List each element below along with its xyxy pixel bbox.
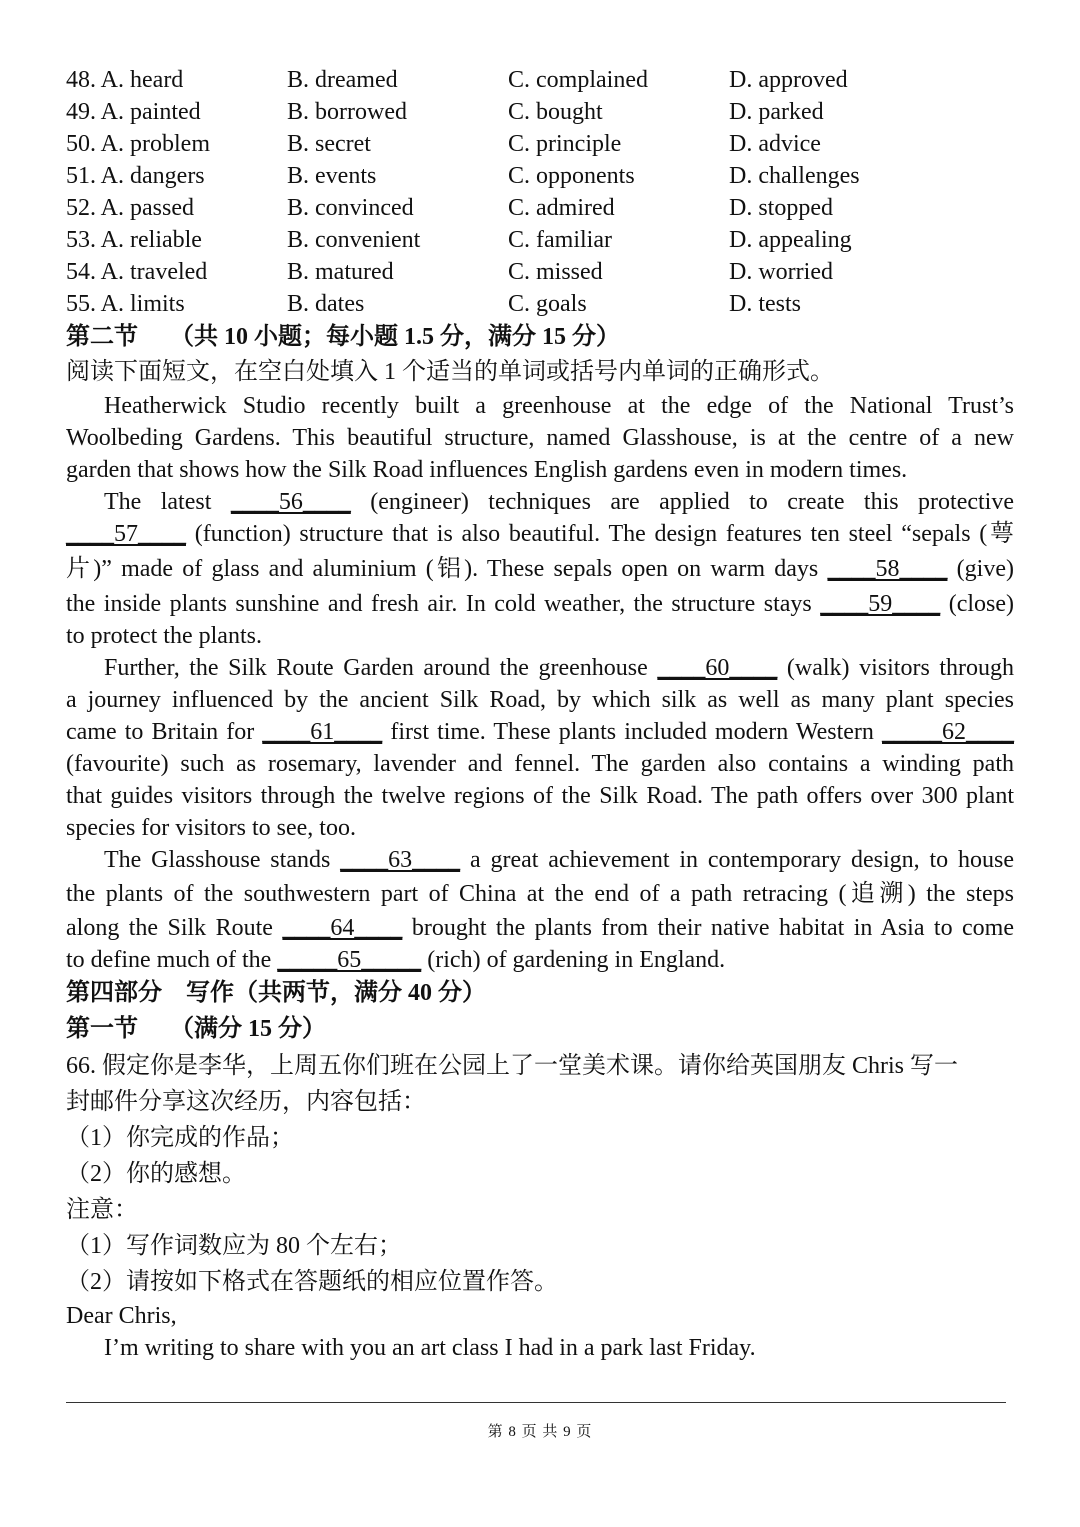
mc-option-d: D. challenges xyxy=(729,163,860,189)
mc-option-c: C. complained xyxy=(508,67,648,93)
mc-option-c: C. opponents xyxy=(508,163,635,189)
mc-question-row xyxy=(66,128,1014,160)
letter-salutation: Dear Chris, xyxy=(66,1303,177,1329)
blank-65[interactable]: _____65_____ xyxy=(277,947,422,973)
section-2-heading xyxy=(66,320,1014,354)
mc-question-row xyxy=(66,256,1014,288)
mc-option-c: C. goals xyxy=(508,291,587,317)
passage-line: the plants of the southwestern part of China at the end of a path retracing (追溯) the steps xyxy=(66,881,1014,907)
exam-page xyxy=(66,64,1014,1364)
blank-61[interactable]: ____61____ xyxy=(262,719,383,745)
mc-option-a: 52. A. passed xyxy=(66,195,194,221)
question-66-line: 封邮件分享这次经历，内容包括： xyxy=(66,1089,426,1115)
mc-option-a: 50. A. problem xyxy=(66,131,210,157)
passage-line: (favourite) such as rosemary, lavender and fennel. The garden also contains a winding path xyxy=(66,751,1014,777)
part-4-heading xyxy=(66,976,1014,1010)
passage-line: that guides visitors through the twelve regions of the Silk Road. The path offers over 300 plant xyxy=(66,783,1014,809)
section-info: （满分 15 分） xyxy=(170,1016,326,1042)
question-66-line: 66. 假定你是李华，上周五你们班在公园上了一堂美术课。请你给英国朋友 Chris 写一 xyxy=(66,1053,959,1079)
mc-option-b: B. convenient xyxy=(287,227,421,253)
letter-opening: I’m writing to share with you an art class I had in a park last Friday. xyxy=(104,1335,756,1361)
passage-line: along the Silk Route ____64____ brought the plants from their native habitat in Asia to come xyxy=(66,915,1015,941)
part-info: 写作（共两节，满分 40 分） xyxy=(186,980,486,1006)
blank-58[interactable]: ____58____ xyxy=(827,556,948,582)
mc-option-b: B. matured xyxy=(287,259,394,285)
passage-line: species for visitors to see, too. xyxy=(66,815,356,841)
passage-line: the inside plants sunshine and fresh air. In cold weather, the structure stays ____59____ (close) xyxy=(66,591,1014,617)
mc-option-c: C. missed xyxy=(508,259,603,285)
blank-59[interactable]: ____59____ xyxy=(820,591,941,617)
passage-line: The Glasshouse stands ____63____ a great achievement in contemporary design, to house xyxy=(104,847,1014,873)
section-instruction: 阅读下面短文，在空白处填入 1 个适当的单词或括号内单词的正确形式。 xyxy=(66,359,834,385)
requirement-item: （2）你的感想。 xyxy=(66,1161,246,1187)
mc-option-b: B. convinced xyxy=(287,195,414,221)
passage-line: Further, the Silk Route Garden around the greenhouse ____60____ (walk) visitors through xyxy=(104,655,1014,681)
notice-item: （2）请按如下格式在答题纸的相应位置作答。 xyxy=(66,1269,558,1295)
multiple-choice-block xyxy=(66,64,1014,320)
mc-question-row xyxy=(66,288,1014,320)
mc-option-c: C. admired xyxy=(508,195,615,221)
requirement-item: （1）你完成的作品； xyxy=(66,1125,294,1151)
notice-item: （1）写作词数应为 80 个左右； xyxy=(66,1233,402,1259)
passage-line: to define much of the _____65_____ (rich) of gardening in England. xyxy=(66,947,726,973)
mc-option-b: B. dates xyxy=(287,291,365,317)
blank-63[interactable]: ____63____ xyxy=(340,847,461,873)
blank-57[interactable]: ____57____ xyxy=(66,521,186,547)
mc-option-d: D. stopped xyxy=(729,195,833,221)
passage-line: Woolbeding Gardens. This beautiful structure, named Glasshouse, is at the centre of a new xyxy=(66,425,1014,451)
mc-option-c: C. principle xyxy=(508,131,622,157)
section-1-heading xyxy=(66,1010,1014,1048)
mc-question-row xyxy=(66,160,1014,192)
section-title: 第一节 xyxy=(66,1016,138,1042)
mc-question-row xyxy=(66,96,1014,128)
passage xyxy=(66,390,1014,976)
passage-line: The latest ____56____ (engineer) techniques are applied to create this protective xyxy=(104,489,1014,515)
mc-option-c: C. bought xyxy=(508,99,603,125)
blank-62[interactable]: _____62____ xyxy=(882,719,1014,745)
notice-label: 注意： xyxy=(66,1197,138,1223)
passage-line: to protect the plants. xyxy=(66,623,262,649)
blank-60[interactable]: ____60____ xyxy=(657,655,778,681)
mc-option-a: 55. A. limits xyxy=(66,291,185,317)
mc-question-row xyxy=(66,192,1014,224)
section-info: （共 10 小题；每小题 1.5 分，满分 15 分） xyxy=(170,324,620,350)
blank-64[interactable]: ____64____ xyxy=(282,915,403,941)
section-title: 第二节 xyxy=(66,324,138,350)
mc-option-b: B. events xyxy=(287,163,377,189)
mc-option-a: 53. A. reliable xyxy=(66,227,202,253)
mc-option-d: D. appealing xyxy=(729,227,852,253)
blank-56[interactable]: ____56____ xyxy=(230,489,351,515)
passage-line: ____57____ (function) structure that is also beautiful. The design features ten steel “sepals (萼 xyxy=(66,521,1014,547)
page-number: 第 8 页 共 9 页 xyxy=(487,1424,593,1440)
mc-option-c: C. familiar xyxy=(508,227,612,253)
mc-option-d: D. advice xyxy=(729,131,821,157)
mc-option-d: D. worried xyxy=(729,259,833,285)
passage-line: a journey influenced by the ancient Silk Road, by which silk as well as many plant species xyxy=(66,687,1014,713)
mc-option-d: D. tests xyxy=(729,291,801,317)
mc-option-a: 49. A. painted xyxy=(66,99,201,125)
mc-option-d: D. approved xyxy=(729,67,848,93)
passage-line: garden that shows how the Silk Road influences English gardens even in modern times. xyxy=(66,457,908,483)
mc-question-row xyxy=(66,64,1014,96)
mc-option-d: D. parked xyxy=(729,99,824,125)
mc-option-a: 54. A. traveled xyxy=(66,259,208,285)
footer-divider xyxy=(66,1402,1006,1403)
part-title: 第四部分 xyxy=(66,980,162,1006)
passage-line: Heatherwick Studio recently built a greenhouse at the edge of the National Trust’s xyxy=(104,393,1014,419)
passage-line: 片)” made of glass and aluminium (铝). These sepals open on warm days ____58____ (give) xyxy=(66,556,1014,582)
mc-question-row xyxy=(66,224,1014,256)
passage-line: came to Britain for ____61____ first time. These plants included modern Western _____62____ xyxy=(66,719,1014,745)
mc-option-a: 51. A. dangers xyxy=(66,163,205,189)
mc-option-b: B. borrowed xyxy=(287,99,407,125)
mc-option-a: 48. A. heard xyxy=(66,67,184,93)
mc-option-b: B. secret xyxy=(287,131,371,157)
mc-option-b: B. dreamed xyxy=(287,67,398,93)
